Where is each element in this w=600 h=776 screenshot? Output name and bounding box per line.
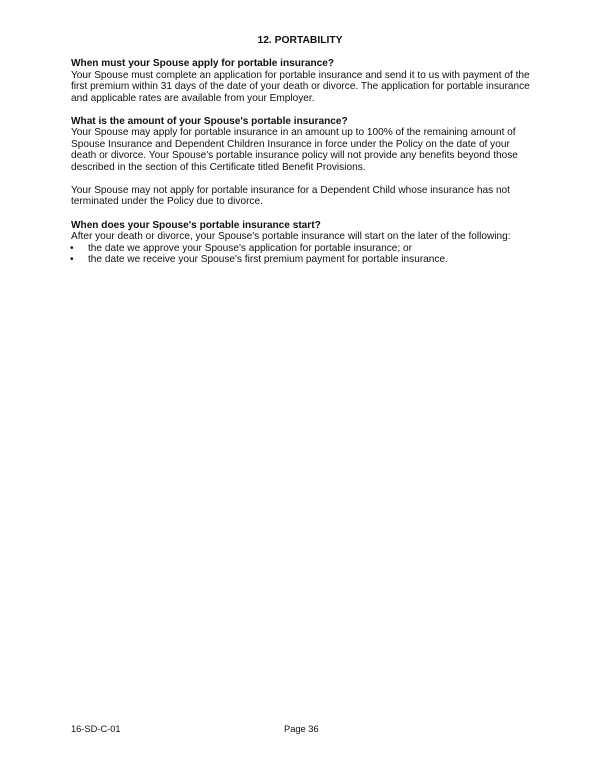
document-body [71, 58, 531, 277]
bullet-list [71, 243, 531, 266]
section-start [71, 220, 531, 266]
list-item-text: the date we approve your Spouse's application for portable insurance; or [88, 242, 413, 254]
section-title: 12. PORTABILITY [257, 35, 343, 46]
list-item [71, 254, 531, 266]
paragraph: Your Spouse may apply for portable insurance in an amount up to 100% of the remaining amount of Spouse Insurance and Dependent Children Insurance in force under the Policy on the date of your death or divorce. Your Spouse's portable insurance policy will not provide any benefits beyond those described in the section of this Certificate titled Benefit Provisions. [71, 127, 518, 173]
bullet-icon: • [70, 242, 74, 254]
list-item-text: the date we receive your Spouse's first premium payment for portable insurance. [88, 254, 448, 266]
section-heading: What is the amount of your Spouse's portable insurance? [71, 115, 348, 127]
section-heading: When must your Spouse apply for portable insurance? [71, 58, 335, 69]
section-when-apply [71, 58, 531, 104]
section-amount [71, 116, 531, 208]
page-number: Page 36 [284, 724, 319, 734]
list-item [71, 243, 531, 255]
bullet-icon: • [70, 254, 74, 266]
paragraph: After your death or divorce, your Spouse's portable insurance will start on the later of the following: [71, 231, 511, 243]
paragraph: Your Spouse may not apply for portable insurance for a Dependent Child whose insurance has not terminated under the Policy due to divorce. [71, 184, 510, 208]
paragraph: Your Spouse must complete an application for portable insurance and send it to us with payment of the first premium within 31 days of the date of your death or divorce. The application for portable insurance and applicable rates are available from your Employer. [71, 69, 530, 104]
section-heading: When does your Spouse's portable insurance start? [71, 219, 321, 231]
form-number: 16-SD-C-01 [71, 724, 121, 734]
